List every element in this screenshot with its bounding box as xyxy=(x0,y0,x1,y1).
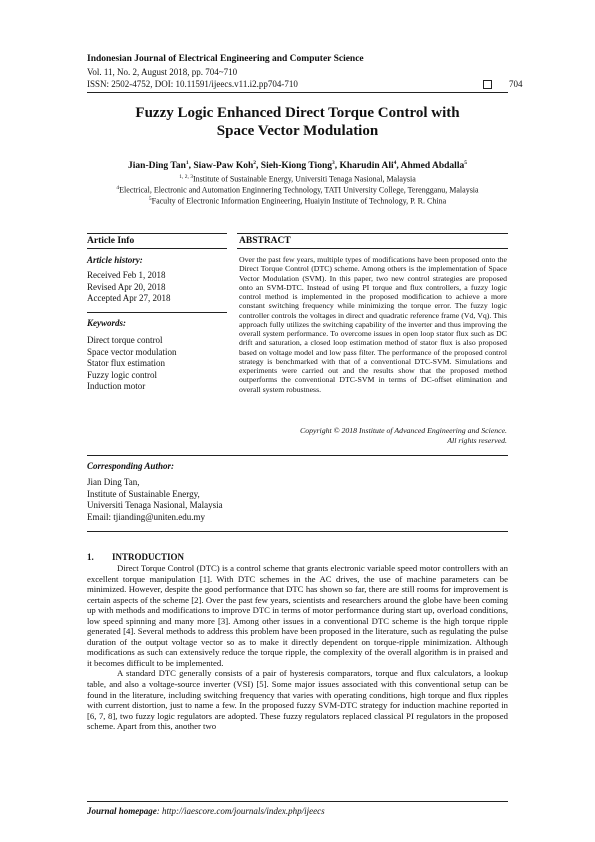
copyright-line2: All rights reserved. xyxy=(447,436,507,445)
corresponding-heading: Corresponding Author: xyxy=(87,461,174,471)
history-item: Revised Apr 20, 2018 xyxy=(87,281,166,292)
history-heading: Article history: xyxy=(87,255,143,265)
corresponding-email: Email: tjianding@uniten.edu.my xyxy=(87,511,206,522)
body-paragraph: A standard DTC generally consists of a pair of hysteresis comparators, torque and flux calculators, a lookup table, and also a voltage-source inverter (VSI) [5]. Some major issues associated with this conventional setup can be found in the literature, including switching frequency that varies with operating conditions, high torque and flux ripples with current distortion, just to name a few. In the proposed fuzzy SVM-DTC strategy for induction machine reported in [6, 7, 8], two fuzzy logic regulators are adopted. These fuzzy regulators replaced classical PI regulators in the proposed scheme. Apart from this, another two xyxy=(87,668,508,732)
footer-rule xyxy=(87,801,508,802)
keywords-heading: Keywords: xyxy=(87,318,126,328)
keywords-list xyxy=(87,335,176,393)
article-info-heading: Article Info xyxy=(87,236,135,246)
square-box-icon xyxy=(483,80,492,89)
section-heading xyxy=(87,552,184,562)
author-sup: 3 xyxy=(331,160,335,166)
authors-line: Jian-Ding Tan$^1$, Siaw-Paw Koh$^2$, Sieh-Kiong Tiong$^3$, Kharudin Ali$^4$, Ahmed Abdalla$^5$ xyxy=(128,160,467,172)
author-name: Sieh-Kiong Tiong xyxy=(260,161,332,172)
history-item: Received Feb 1, 2018 xyxy=(87,270,166,280)
paper-title-line2: Space Vector Modulation xyxy=(216,123,379,139)
abstract-heading: ABSTRACT xyxy=(239,236,291,246)
journal-name: Indonesian Journal of Electrical Engineering and Computer Science xyxy=(87,54,364,64)
homepage-label: Journal homepage xyxy=(87,806,157,816)
abstract-under-rule xyxy=(237,248,508,249)
keyword-item: Direct torque control xyxy=(87,335,163,345)
abstract-body: Over the past few years, multiple types of modifications have been proposed onto the Direct Torque Control (DTC) scheme. Among others is the implementation of Space Vector Modulation (SVM). In this paper, two new control strategies are proposed onto an SVM-DTC. Instead of using PI torque and flux controllers, a fuzzy logic control method is implemented in the proposed modification to achieve a more constant switching frequency while minimizing the torque error. The fuzzy logic controller controls the voltages in direct and quadratic reference frame (Vd, Vq). This approach fully utilizes the switching capability of the inverter and thus improving the overall system performance. To overcome issues in open loop stator flux such as DC drift and saturation, a closed loop estimation method of stator flux is also proposed based on voltage model and low pass filter. The performance of the proposed control strategy is benchmarked with that of a conventional DTC-SVM. Simulations and experiments were carried out and the results show that the proposed method outperforms the conventional DTC-SVM in terms of DC-offset elimination and overall system robustness. xyxy=(239,255,507,394)
corresponding-institute: Institute of Sustainable Energy, xyxy=(87,488,200,499)
affiliation-text: Faculty of Electronic Information Engineering, Huaiyin Institute of Technology, P. R. China xyxy=(151,196,447,206)
affiliation-text: Institute of Sustainable Energy, Universiti Tenaga Nasional, Malaysia xyxy=(192,174,416,184)
affiliation-3 xyxy=(87,194,508,207)
corresponding-bottom-rule xyxy=(87,531,508,532)
homepage-url[interactable]: http://iaescore.com/journals/index.php/ijeecs xyxy=(162,806,325,816)
author-sup: 1 xyxy=(185,160,189,166)
author-name: Jian-Ding Tan xyxy=(128,161,186,172)
article-info-under-rule xyxy=(87,248,227,249)
history-item: Accepted Apr 27, 2018 xyxy=(87,293,171,303)
keyword-item: Fuzzy logic control xyxy=(87,369,157,380)
abstract-top-rule xyxy=(237,233,508,234)
corresponding-block xyxy=(87,477,223,523)
section-number: 1. xyxy=(87,552,94,562)
keyword-item: Space vector modulation xyxy=(87,346,177,357)
section-title: INTRODUCTION xyxy=(112,552,185,562)
affiliation-text: Electrical, Electronic and Automation Enginnering Technology, TATI University College, Terengganu, Malaysia xyxy=(119,185,479,195)
author-name: Ahmed Abdalla xyxy=(400,161,465,172)
author-sup: 4 xyxy=(393,160,397,166)
affiliation-sup: 5 xyxy=(148,196,152,202)
copyright-line1: Copyright © 2018 Institute of Advanced Engineering and Science. xyxy=(300,426,507,435)
page-number: 704 xyxy=(509,79,523,89)
header-rule xyxy=(87,92,508,93)
issn-doi: ISSN: 2502-4752, DOI: 10.11591/ijeecs.v11.i2.pp704-710 xyxy=(87,79,298,89)
corresponding-university: Universiti Tenaga Nasional, Malaysia xyxy=(87,500,223,510)
keyword-item: Stator flux estimation xyxy=(87,358,165,368)
journal-homepage: Journal homepage: http://iaescore.com/journals/index.php/ijeecs xyxy=(87,806,325,816)
author-name: Kharudin Ali xyxy=(339,161,394,172)
section-body xyxy=(87,563,508,732)
history-list xyxy=(87,270,170,305)
author-name: Siaw-Paw Koh xyxy=(193,161,254,172)
author-sup: 2 xyxy=(253,160,257,166)
affiliation-sup: 1, 2, 3 xyxy=(179,174,193,180)
volume-info: Vol. 11, No. 2, August 2018, pp. 704~710 xyxy=(87,67,238,77)
corresponding-top-rule xyxy=(87,455,508,456)
keywords-top-rule xyxy=(87,312,227,313)
author-sup: 5 xyxy=(464,160,467,166)
corresponding-name: Jian Ding Tan, xyxy=(87,477,140,487)
keyword-item: Induction motor xyxy=(87,381,146,391)
paper-title-line1: Fuzzy Logic Enhanced Direct Torque Control with xyxy=(135,105,460,121)
body-paragraph: Direct Torque Control (DTC) is a control scheme that grants electronic variable speed motor controllers with an excellent torque manipulation [1]. With DTC schemes in the AC drives, the use of machine parameters can be minimized. However, despite the good performance that DTC has shown so far, there are still rooms for improvement is certain aspects of the scheme [2]. Over the past few years, scientists and researchers around the globe have been coming up with methods and modifications to improve DTC in terms of motor performance during start up, overload conditions, low speed spinning and many more [3]. Among other issues in a conventional DTC scheme is the high torque ripple generated [4]. Several methods to address this problem have been proposed in the literature, such as regulating the pulse duration of the output voltage vector so as to make it directly dependent on torque-ripple minimization. Although modifications as such can extensively reduce the torque ripple, the complexity of the overall algorithm is in praised and it becomes difficult to be implemented. xyxy=(87,563,508,668)
affiliation-sup: 4 xyxy=(116,185,120,191)
article-info-top-rule xyxy=(87,233,227,234)
